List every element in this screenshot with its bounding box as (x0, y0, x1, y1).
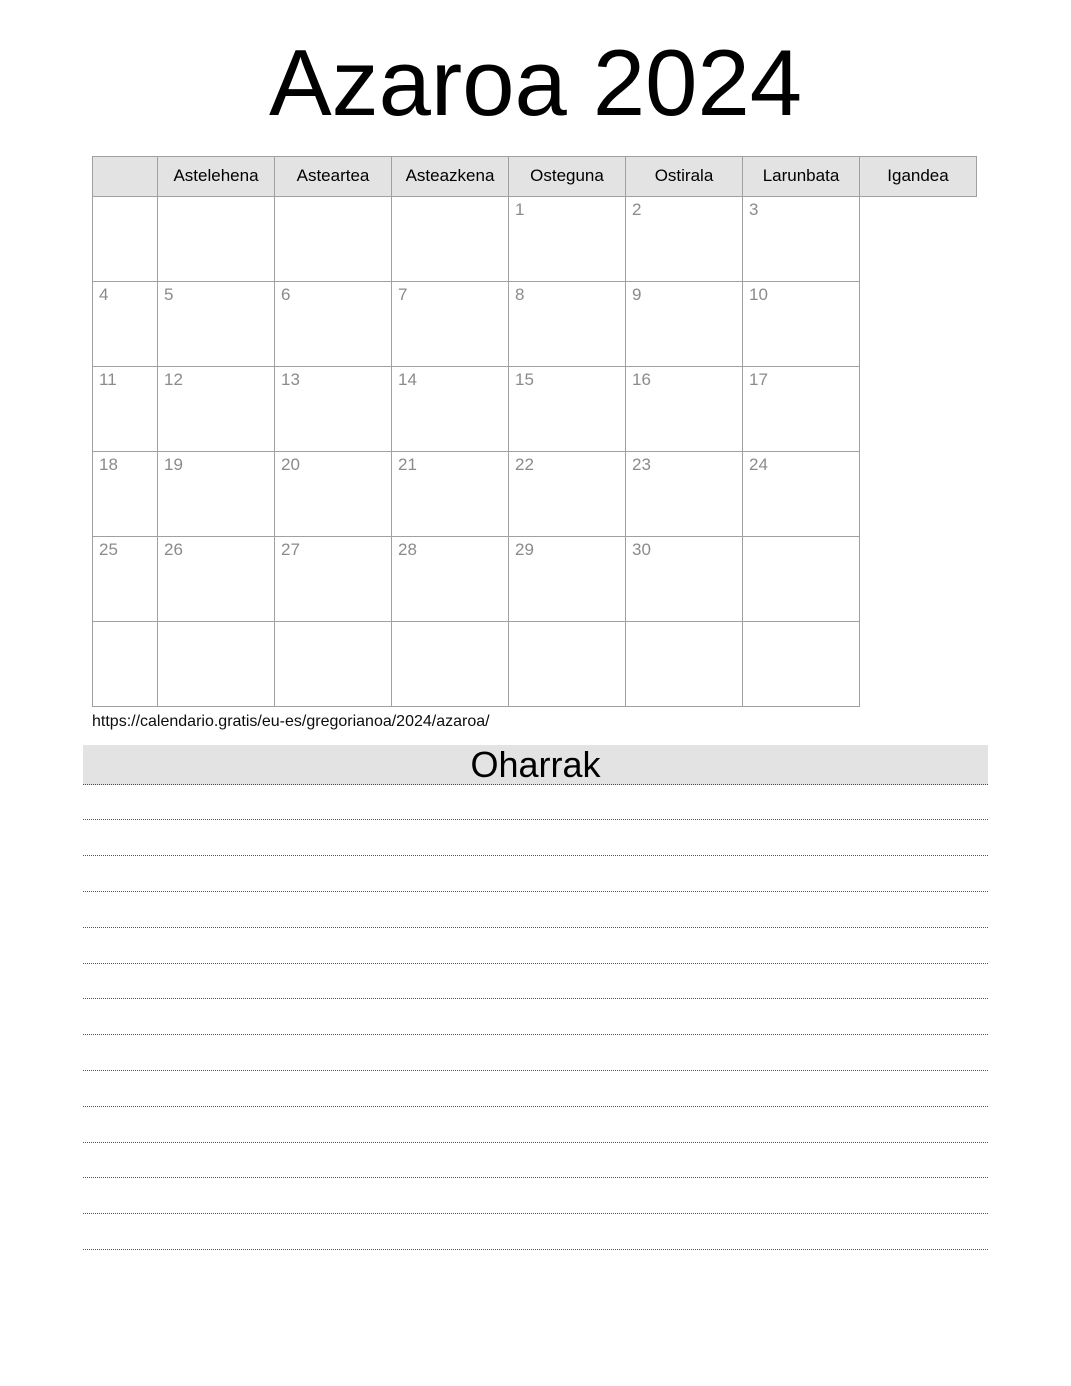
page-title: Azaroa 2024 (268, 30, 803, 135)
day-cell-15: 15 (509, 366, 626, 451)
day-cell-22: 22 (509, 451, 626, 536)
note-line (83, 1035, 988, 1071)
day-cell-26: 26 (158, 536, 275, 621)
day-cell-11: 11 (93, 366, 158, 451)
weekday-header-monday: Astelehena (158, 156, 275, 196)
note-line (83, 1178, 988, 1214)
day-cell-30: 30 (626, 536, 743, 621)
weekday-header-wednesday: Asteazkena (392, 156, 509, 196)
day-cell-empty (509, 621, 626, 706)
day-cell-7: 7 (392, 281, 509, 366)
day-cell-empty (743, 536, 860, 621)
note-line (83, 1107, 988, 1143)
day-cell-24: 24 (743, 451, 860, 536)
day-cell-empty (93, 621, 158, 706)
calendar-week-row (93, 451, 977, 536)
calendar-table (92, 156, 977, 707)
note-line (83, 964, 988, 1000)
note-line (83, 928, 988, 964)
note-line (83, 1071, 988, 1107)
day-cell-20: 20 (275, 451, 392, 536)
calendar-container (92, 156, 1071, 707)
day-cell-4: 4 (93, 281, 158, 366)
day-cell-10: 10 (743, 281, 860, 366)
day-cell-1: 1 (509, 196, 626, 281)
notes-lines (83, 785, 988, 1250)
notes-section (83, 745, 988, 1250)
note-line (83, 820, 988, 856)
note-line (83, 1143, 988, 1179)
day-cell-28: 28 (392, 536, 509, 621)
day-cell-3: 3 (743, 196, 860, 281)
calendar-week-row (93, 536, 977, 621)
day-cell-empty (392, 196, 509, 281)
day-cell-23: 23 (626, 451, 743, 536)
day-cell-empty (93, 196, 158, 281)
weekday-header-tuesday: Asteartea (275, 156, 392, 196)
day-cell-29: 29 (509, 536, 626, 621)
week-number-column (93, 156, 158, 196)
day-cell-14: 14 (392, 366, 509, 451)
weekday-header-friday: Ostirala (626, 156, 743, 196)
note-line (83, 856, 988, 892)
weekday-header-saturday: Larunbata (743, 156, 860, 196)
day-cell-empty (626, 621, 743, 706)
calendar-week-row (93, 281, 977, 366)
day-cell-empty (158, 621, 275, 706)
day-cell-9: 9 (626, 281, 743, 366)
day-cell-empty (158, 196, 275, 281)
day-cell-25: 25 (93, 536, 158, 621)
day-cell-2: 2 (626, 196, 743, 281)
day-cell-21: 21 (392, 451, 509, 536)
calendar-week-row (93, 366, 977, 451)
source-url-text: https://calendario.gratis/eu-es/gregorianoa/2024/azaroa/ (92, 712, 490, 730)
day-cell-empty (743, 621, 860, 706)
note-line (83, 1214, 988, 1250)
day-cell-5: 5 (158, 281, 275, 366)
day-cell-6: 6 (275, 281, 392, 366)
weekday-header-row (93, 156, 977, 196)
day-cell-18: 18 (93, 451, 158, 536)
day-cell-17: 17 (743, 366, 860, 451)
day-cell-empty (275, 621, 392, 706)
calendar-page (0, 30, 1071, 1250)
day-cell-12: 12 (158, 366, 275, 451)
calendar-body (93, 196, 977, 706)
day-cell-19: 19 (158, 451, 275, 536)
day-cell-16: 16 (626, 366, 743, 451)
day-cell-13: 13 (275, 366, 392, 451)
note-line (83, 892, 988, 928)
day-cell-8: 8 (509, 281, 626, 366)
weekday-header-thursday: Osteguna (509, 156, 626, 196)
day-cell-empty (275, 196, 392, 281)
calendar-week-row (93, 196, 977, 281)
calendar-week-row (93, 621, 977, 706)
day-cell-27: 27 (275, 536, 392, 621)
weekday-header-sunday: Igandea (860, 156, 977, 196)
day-cell-empty (392, 621, 509, 706)
note-line (83, 999, 988, 1035)
note-line (83, 785, 988, 821)
notes-heading: Oharrak (83, 745, 988, 785)
